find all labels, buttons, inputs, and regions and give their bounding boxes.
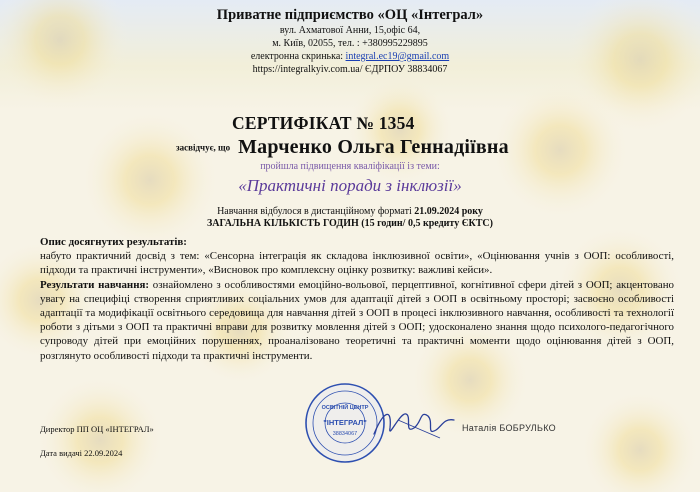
recipient-name: Марченко Ольга Геннадіївна — [238, 136, 509, 158]
certifies-label: засвідчує, що — [176, 142, 231, 153]
passed-training-text: пройшла підвищення кваліфікації із теми: — [260, 161, 440, 172]
format-prefix: Навчання відбулося в дистанційному форматі — [217, 206, 415, 217]
learning-outcomes-text: ознайомлено з особливостями емоційно-вольової, перцептивної, когнітивної сфери дітей з ООП; акцентовано увагу на специфіці створення сприятливих соціальних умов для адаптації дітей з ООП в освітньому просторі; засвоєно особливості адаптації та модифікації освітнього середовища для навчання дітей з ООП в процесі інклюзивного навчання, особливості та технології роботи з дітьми з ООП та практичні вправи для розвитку мовлення дітей з ООП; удосконалено знання щодо психолого-педагогічного супроводу дітей при емоційних порушеннях, проаналізовано теоретичні та практичні моменти щодо оцінювання дітей з ООП, розглянуто особливості підходи та практичні інструменти. — [40, 278, 675, 362]
training-format — [0, 206, 700, 217]
learning-outcomes — [40, 278, 674, 363]
total-hours: ЗАГАЛЬНА КІЛЬКІСТЬ ГОДИН (15 годин/ 0,5 кредиту ЄКТС) — [207, 218, 493, 229]
signer-name: Наталія БОБРУЛЬКО — [462, 423, 556, 433]
email-line — [150, 50, 550, 63]
director-signature — [370, 400, 460, 448]
organization-header — [150, 7, 550, 76]
city-phone-line: м. Київ, 02055, тел. : +380995229895 — [272, 38, 428, 49]
email-link[interactable]: integral.ec19@gmail.com — [345, 51, 450, 62]
training-date: 21.09.2024 року — [414, 206, 483, 217]
results-section — [40, 235, 674, 363]
stamp-code: 38834067 — [332, 431, 358, 437]
organization-name: Приватне підприємство «ОЦ «Інтеграл» — [216, 7, 484, 23]
certificate-title: СЕРТИФІКАТ № 1354 — [232, 113, 415, 133]
email-label: електронна скринька: — [250, 51, 346, 62]
website-edrpou-line: https://integralkyiv.com.ua/ ЄДРПОУ 38834067 — [252, 64, 448, 75]
course-title: «Практичні поради з інклюзії» — [238, 176, 462, 195]
stamp-center-text: "ІНТЕГРАЛ" — [323, 418, 367, 427]
director-title: Директор ПП ОЦ «ІНТЕГРАЛ» — [40, 424, 154, 434]
address-line: вул. Ахматової Анни, 15,офіс 64, — [279, 25, 421, 36]
learning-outcomes-label: Результати навчання: — [40, 278, 149, 291]
stamp-top-text: ОСВІТНІЙ ЦЕНТР — [321, 405, 369, 411]
results-description: набуто практичний досвід з тем: «Сенсорна інтеграція як складова інклюзивної освіти», «Оцінювання учнів з ООП: особливості, підходи та практичні інструменти», «Висновок про комплексну оцінку розвитку: важливі кейси». — [40, 250, 674, 277]
results-heading: Опис досягнутих результатів: — [40, 236, 187, 248]
issue-date: Дата видачі 22.09.2024 — [40, 448, 123, 458]
recipient-row — [176, 136, 509, 159]
